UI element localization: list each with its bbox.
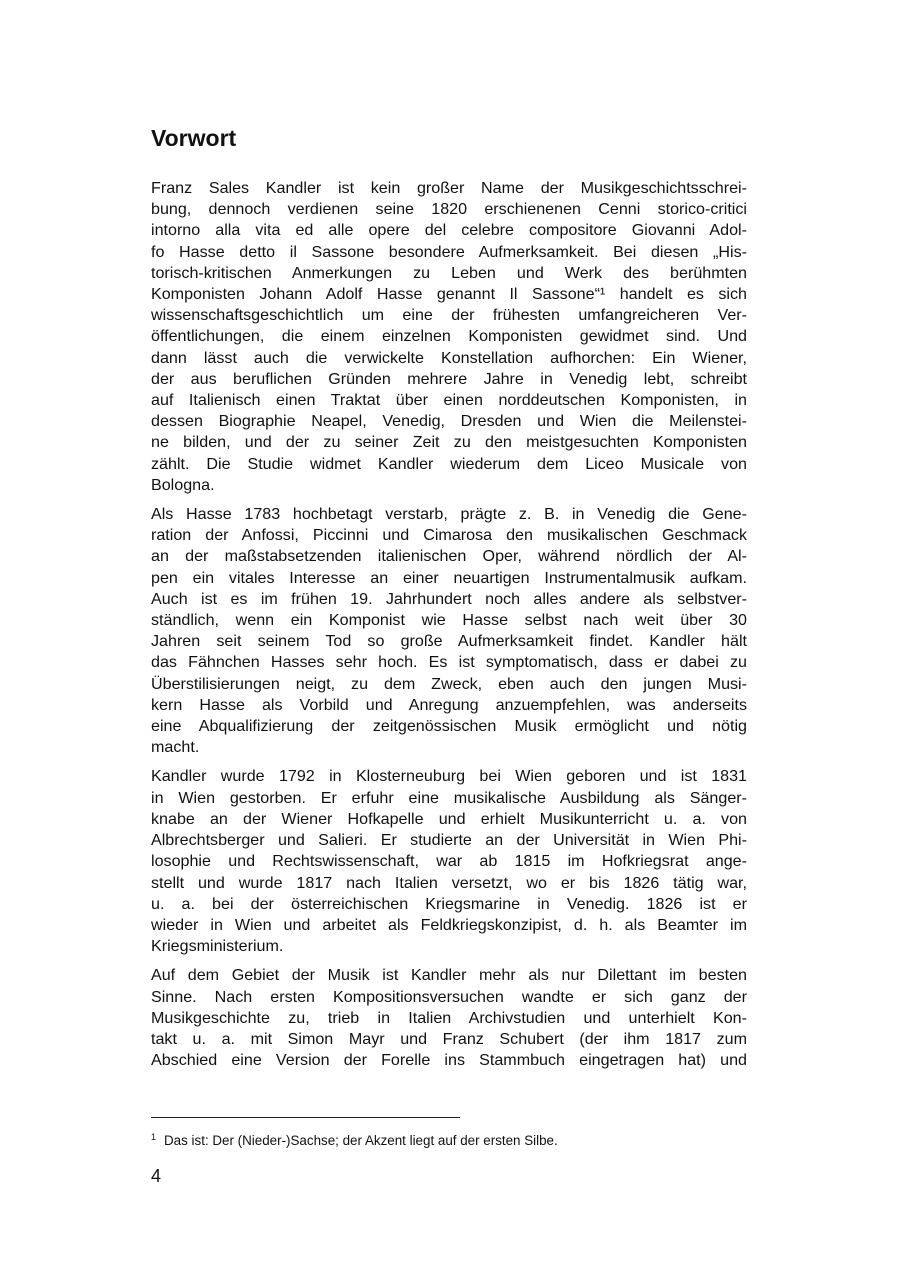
text-line: Kriegsministerium. — [151, 937, 284, 956]
text-line: Als Hasse 1783 hochbetagt verstarb, prägte z. B. in Venedig die Gene- — [151, 505, 747, 524]
text-line: Bologna. — [151, 475, 215, 494]
text-line: bung, dennoch verdienen seine 1820 erschienenen Cenni storico-critici — [151, 200, 747, 219]
footnote-text: Das ist: Der (Nieder-)Sachse; der Akzent liegt auf der ersten Silbe. — [164, 1133, 558, 1148]
footnote — [151, 1127, 558, 1151]
body-text — [151, 178, 747, 1079]
footnote-divider — [151, 1117, 460, 1118]
text-line: kern Hasse als Vorbild und Anregung anzuempfehlen, was anderseits — [151, 695, 747, 714]
text-line: u. a. bei der österreichischen Kriegsmarine in Venedig. 1826 ist er — [151, 894, 747, 913]
text-line: macht. — [151, 738, 200, 757]
page-title: Vorwort — [151, 125, 237, 151]
text-line: Albrechtsberger und Salieri. Er studierte an der Universität in Wien Phi- — [151, 831, 747, 850]
text-line: Musikgeschichte zu, trieb in Italien Archivstudien und unterhielt Kon- — [151, 1008, 747, 1027]
paragraph — [151, 766, 747, 957]
paragraph — [151, 965, 747, 1071]
text-line: Überstilisierungen neigt, zu dem Zweck, eben auch den jungen Musi- — [151, 674, 747, 693]
text-line: wieder in Wien und arbeitet als Feldkriegskonzipist, d. h. als Beamter im — [151, 915, 747, 934]
text-line: Auch ist es im frühen 19. Jahrhundert noch alles andere als selbstver- — [151, 589, 747, 608]
text-line: Sinne. Nach ersten Kompositionsversuchen wandte er sich ganz der — [151, 987, 747, 1006]
text-line: losophie und Rechtswissenschaft, war ab 1815 im Hofkriegsrat ange- — [151, 852, 747, 871]
text-line: eine Abqualifizierung der zeitgenössischen Musik ermöglicht und nötig — [151, 717, 747, 736]
text-line: zählt. Die Studie widmet Kandler wiederum dem Liceo Musicale von — [151, 454, 747, 473]
text-line: Kandler wurde 1792 in Klosterneuburg bei Wien geboren und ist 1831 — [151, 767, 747, 786]
text-line: Franz Sales Kandler ist kein großer Name der Musikgeschichtsschrei- — [151, 179, 747, 197]
text-line: der aus beruflichen Gründen mehrere Jahre in Venedig lebt, schreibt — [151, 369, 747, 388]
text-line: an der maßstabsetzenden italienischen Oper, während nördlich der Al- — [151, 547, 747, 566]
text-line: das Fähnchen Hasses sehr hoch. Es ist symptomatisch, dass er dabei zu — [151, 653, 747, 672]
text-line: ration der Anfossi, Piccinni und Cimarosa den musikalischen Geschmack — [151, 526, 747, 545]
text-line: Komponisten Johann Adolf Hasse genannt Il Sassone“¹ handelt es sich — [151, 285, 747, 304]
text-line: in Wien gestorben. Er erfuhr eine musikalische Ausbildung als Sänger- — [151, 788, 747, 807]
text-line: torisch-kritischen Anmerkungen zu Leben und Werk des berühmten — [151, 263, 747, 282]
text-line: knabe an der Wiener Hofkapelle und erhielt Musikunterricht u. a. von — [151, 809, 747, 828]
text-line: ne bilden, und der zu seiner Zeit zu den meistgesuchten Komponisten — [151, 433, 747, 452]
text-line: ständlich, wenn ein Komponist wie Hasse selbst nach weit über 30 — [151, 611, 747, 630]
text-line: takt u. a. mit Simon Mayr und Franz Schubert (der ihm 1817 zum — [151, 1029, 747, 1048]
paragraph — [151, 178, 747, 496]
text-line: Abschied eine Version der Forelle ins Stammbuch eingetragen hat) und — [151, 1051, 747, 1070]
text-line: Auf dem Gebiet der Musik ist Kandler mehr als nur Dilettant im besten — [151, 966, 747, 985]
text-line: dessen Biographie Neapel, Venedig, Dresden und Wien die Meilenstei- — [151, 412, 747, 431]
page-number: 4 — [151, 1166, 162, 1186]
text-line: dann lässt auch die verwickelte Konstellation aufhorchen: Ein Wiener, — [151, 348, 747, 367]
footnote-marker: 1 — [151, 1132, 157, 1142]
text-line: öffentlichungen, die einem einzelnen Komponisten gewidmet sind. Und — [151, 327, 747, 346]
text-line: fo Hasse detto il Sassone besondere Aufmerksamkeit. Bei diesen „His- — [151, 242, 747, 261]
text-line: stellt und wurde 1817 nach Italien versetzt, wo er bis 1826 tätig war, — [151, 873, 747, 892]
text-line: Jahren seit seinem Tod so große Aufmerksamkeit findet. Kandler hält — [151, 632, 747, 651]
paragraph — [151, 504, 747, 758]
text-line: wissenschaftsgeschichtlich um eine der frühesten umfangreicheren Ver- — [151, 306, 747, 325]
text-line: pen ein vitales Interesse an einer neuartigen Instrumentalmusik aufkam. — [151, 568, 747, 587]
text-line: intorno alla vita ed alle opere del celebre compositore Giovanni Adol- — [151, 221, 747, 240]
text-line: auf Italienisch einen Traktat über einen norddeutschen Komponisten, in — [151, 391, 747, 410]
